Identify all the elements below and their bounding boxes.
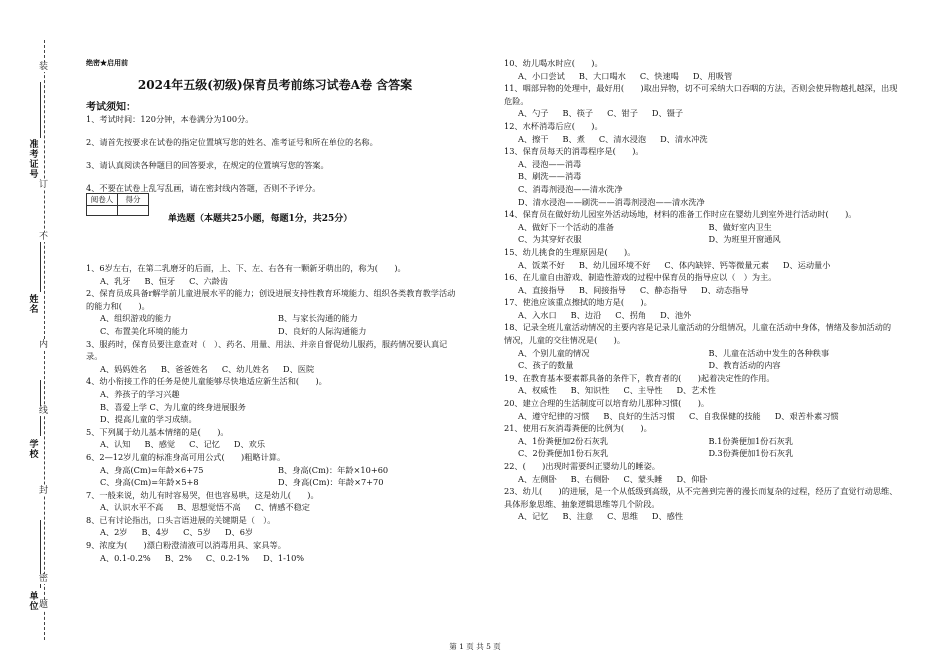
question-text: 20、建立合理的生活制度可以培育幼儿那种习惯( )。 <box>504 398 710 409</box>
answer-option[interactable]: B、感觉 <box>144 439 176 450</box>
answer-option[interactable]: D、欢乐 <box>233 439 266 450</box>
answer-option[interactable]: C、5岁 <box>183 527 211 538</box>
question-text: 16、在儿童自由游戏、制造性游戏的过程中保育员的指导应以（ ）为主。 <box>504 272 777 283</box>
answer-option[interactable]: D、身高(Cm)：年龄×7+70 <box>278 477 384 488</box>
question-text: 14、保育员在做好幼儿园室外活动场地，材料的准备工作时应在婴幼儿到室外进行活动时( )。 <box>504 209 857 220</box>
answer-options <box>504 309 899 322</box>
margin-mark: 内 <box>39 340 49 350</box>
question-item <box>504 321 899 371</box>
question-item <box>86 489 456 514</box>
answer-options <box>504 221 899 246</box>
answer-options <box>504 70 899 83</box>
score-blank[interactable] <box>118 206 149 216</box>
answer-option[interactable]: B、筷子 <box>562 108 594 119</box>
answer-option[interactable]: A、遵守纪律的习惯 <box>518 410 590 421</box>
question-item <box>86 426 456 451</box>
answer-option[interactable]: C、清水浸泡 <box>598 133 647 144</box>
question-text: 9、浓度为( )漂白粉澄清液可以消毒用具、家具等。 <box>86 540 286 551</box>
answer-options <box>86 275 456 288</box>
answer-option[interactable]: D.3份粪便加1份石灰乳 <box>708 448 794 459</box>
answer-options <box>86 464 456 489</box>
question-text: 4、幼小衔接工作的任务是使儿童能够尽快地适应新生活和( )。 <box>86 376 327 387</box>
answer-option[interactable]: D、运动量小 <box>782 259 831 270</box>
question-item <box>86 451 456 489</box>
answer-option[interactable]: B、大口喝水 <box>578 70 626 81</box>
section-title: 单选题（本题共25小题，每题1分，共25分） <box>168 214 353 224</box>
answer-option[interactable]: D、为班里开窗通风 <box>708 234 781 245</box>
answer-option[interactable]: C、快速喝 <box>639 70 679 81</box>
question-item <box>504 271 899 296</box>
answer-option[interactable]: B、4岁 <box>141 527 170 538</box>
answer-option[interactable]: A、勺子 <box>518 108 549 119</box>
question-text: 10、幼儿喝水时应( )。 <box>504 58 603 68</box>
answer-option[interactable]: B、注意 <box>562 511 594 522</box>
answer-option[interactable]: B、身高(Cm)：年龄×10+60 <box>278 464 389 475</box>
answer-option[interactable]: C、2份粪便加1份石灰乳 <box>518 448 609 459</box>
answer-options <box>504 259 899 272</box>
question-text: 2、保育员成具备r解学前儿童进展水平的能力；创设进展支持性教育环境能力、组织各类教育教学活动的能力和( )。 <box>86 288 456 311</box>
answer-options <box>86 363 456 376</box>
margin-mark: 订 <box>39 180 49 190</box>
answer-option[interactable]: A、擦干 <box>518 133 549 144</box>
answer-option[interactable]: B、喜爱上学 C、为儿童的终身进展服务 <box>100 401 246 412</box>
question-item <box>86 338 456 376</box>
question-item <box>86 514 456 539</box>
answer-options <box>504 435 899 460</box>
answer-options <box>86 438 456 451</box>
answer-option[interactable]: B、2% <box>164 552 192 563</box>
answer-option[interactable]: B、幼儿园环境不好 <box>578 259 651 270</box>
answer-option[interactable]: C、消毒剂浸泡——清水洗净 <box>518 183 623 194</box>
answer-option[interactable]: C、静态指导 <box>639 284 688 295</box>
answer-options <box>504 384 899 397</box>
question-item <box>504 246 899 271</box>
answer-option[interactable]: A、0.1-0.2% <box>100 552 151 563</box>
answer-option[interactable]: B、儿童在活动中发生的各种秩事 <box>708 347 830 358</box>
answer-option[interactable]: A、做好下一个活动的准备 <box>518 221 614 232</box>
notice-item: 1、考试时间：120分钟，本卷满分为100分。 <box>86 114 254 124</box>
answer-option[interactable]: B、良好的生活习惯 <box>603 410 675 421</box>
question-item <box>86 375 456 425</box>
question-item <box>504 296 899 321</box>
notice-item: 4、不要在试卷上乱写乱画，请在密封线内答题，否则不予评分。 <box>86 183 321 193</box>
answer-option[interactable]: C、蒙头睡 <box>623 473 663 484</box>
question-text: 18、记录全班儿童活动情况的主要内容是记录儿童活动的分组情况，儿童在活动中身体，情绪及参加活动的情况，儿童的交往情况是( )。 <box>504 322 892 346</box>
answer-options <box>504 410 899 423</box>
notice-item: 2、请首先按要求在试卷的指定位置填写您的姓名、准考证号和所在单位的名称。 <box>86 137 378 147</box>
answer-option[interactable]: D、仰卧 <box>676 473 708 484</box>
answer-option[interactable]: B、间接指导 <box>578 284 626 295</box>
answer-option[interactable]: B、刷洗——消毒 <box>518 171 582 182</box>
question-text: 13、保育员每天的消毒程序是( )。 <box>504 146 644 157</box>
answer-option[interactable]: B、煮 <box>562 133 585 144</box>
answer-options <box>504 473 899 486</box>
answer-option[interactable]: A、直接指导 <box>518 284 565 295</box>
answer-option[interactable]: D、良好的人际沟通能力 <box>278 325 367 336</box>
answer-option[interactable]: A、饭菜不好 <box>518 259 565 270</box>
notice-item: 3、请认真阅读各种题目的回答要求，在规定的位置填写您的答案。 <box>86 160 329 170</box>
answer-option[interactable]: D、用吸管 <box>692 70 733 81</box>
answer-options <box>86 526 456 539</box>
answer-option[interactable]: A、权威性 <box>518 385 557 396</box>
reviewer-blank[interactable] <box>87 206 118 216</box>
answer-option[interactable]: C、0.2-1% <box>205 552 250 563</box>
answer-option[interactable]: C、身高(Cm)=年龄×5+8 <box>100 477 199 488</box>
confidential-label: 绝密★启用前 <box>86 58 128 67</box>
answer-option[interactable]: B、恒牙 <box>144 275 176 286</box>
margin-mark: 封 <box>39 486 49 496</box>
question-item <box>504 397 899 422</box>
answer-option[interactable]: B、右侧卧 <box>570 473 610 484</box>
answer-option[interactable]: A、2岁 <box>100 527 128 538</box>
answer-option[interactable]: A、组织游戏的能力 <box>100 313 172 324</box>
question-item <box>504 57 899 82</box>
answer-option[interactable]: C、幼儿姓名 <box>221 363 270 374</box>
question-text: 8、已有讨论指出，口头言语进展的关键期是（ ）。 <box>86 514 276 525</box>
margin-mark: 题 <box>39 600 49 610</box>
reviewer-cell: 阅卷人 <box>87 194 118 206</box>
question-text: 5、下列属于幼儿基本情绪的是( )。 <box>86 426 229 437</box>
answer-option[interactable]: D、1-10% <box>263 552 305 563</box>
answer-option[interactable]: B、边沿 <box>570 309 602 320</box>
answer-option[interactable]: C、记忆 <box>189 439 220 450</box>
answer-option[interactable]: D、艰苦朴素习惯 <box>774 410 839 421</box>
margin-label-exam-number: 准考证号 <box>29 140 39 180</box>
exam-title: 2024年五级(初级)保育员考前练习试卷A卷 含答案 <box>137 78 413 92</box>
answer-option[interactable]: A、记忆 <box>518 511 549 522</box>
answer-options <box>504 158 899 208</box>
answer-option[interactable]: A、身高(Cm)=年龄×6+75 <box>100 464 204 475</box>
answer-option[interactable]: C、钳子 <box>607 108 638 119</box>
answer-option[interactable]: B、做好室内卫生 <box>708 221 772 232</box>
question-item <box>86 262 456 287</box>
answer-option[interactable]: D、池外 <box>660 309 692 320</box>
right-question-column <box>504 57 899 523</box>
answer-option[interactable]: C、为其穿好衣服 <box>518 234 582 245</box>
answer-options <box>86 388 456 426</box>
answer-option[interactable]: A、认识水平不高 <box>100 502 164 513</box>
question-item <box>504 120 899 145</box>
score-table <box>86 193 149 216</box>
answer-options <box>504 510 899 523</box>
answer-option[interactable]: C、自我保健的技能 <box>688 410 761 421</box>
answer-option[interactable]: D、6岁 <box>224 527 254 538</box>
question-item <box>504 485 899 523</box>
margin-mark: 装 <box>39 62 49 72</box>
answer-options <box>86 552 456 565</box>
answer-options <box>504 133 899 146</box>
answer-option[interactable]: C、情感不稳定 <box>254 502 310 513</box>
margin-label-name: 姓名 <box>29 295 39 315</box>
answer-option[interactable]: A、浸泡——消毒 <box>518 158 582 169</box>
answer-option[interactable]: A、养孩子的学习兴趣 <box>100 388 180 399</box>
answer-option[interactable]: D、清水浸泡——刷洗——消毒剂浸泡——清水洗净 <box>518 196 705 207</box>
answer-option[interactable]: D、提高儿童的学习成绩。 <box>100 414 197 425</box>
exam-number-underline <box>40 82 41 138</box>
question-item <box>504 372 899 397</box>
answer-option[interactable]: C、思维 <box>607 511 638 522</box>
question-text: 7、一般来说，幼儿有时容易哭，但也容易哄，这是幼儿( )。 <box>86 489 319 500</box>
answer-option[interactable]: D、感性 <box>651 511 684 522</box>
answer-option[interactable]: A、小口尝试 <box>518 70 565 81</box>
score-cell: 得分 <box>118 194 149 206</box>
answer-option[interactable]: A、个别儿童的情况 <box>518 347 590 358</box>
question-text: 6、2—12岁儿童的标准身高可用公式( )粗略计算。 <box>86 451 286 462</box>
answer-option[interactable]: A、左侧卧 <box>518 473 557 484</box>
margin-mark: 密 <box>39 574 49 584</box>
answer-option[interactable]: C、布置美化环境的能力 <box>100 325 189 336</box>
answer-options <box>86 501 456 514</box>
question-text: 17、使池应该重点擦拭的地方是( )。 <box>504 297 652 308</box>
answer-option[interactable]: B.1份粪便加1份石灰乳 <box>708 435 794 446</box>
question-text: 23、幼儿( )的进展，是一个从低级到高级，从不完善到完善的漫长而复杂的过程，经历了直觉行动思维、具体形象思维、抽象逻辑思维等几个阶段。 <box>504 486 898 509</box>
answer-option[interactable]: A、认知 <box>100 439 131 450</box>
notice-heading: 考试须知： <box>86 102 136 113</box>
question-text: 22、( )出现时需要纠正婴幼儿的睡姿。 <box>504 461 660 471</box>
question-item <box>86 539 456 564</box>
answer-option[interactable]: B、知识性 <box>570 385 610 396</box>
answer-option[interactable]: A、妈妈姓名 <box>100 363 147 374</box>
answer-option[interactable]: C、拐角 <box>615 309 647 320</box>
answer-option[interactable]: D、医院 <box>283 363 315 374</box>
question-text: 3、服药时，保育员要注意查对（ ）、药名、用量、用法、并亲自督促幼儿服药，服药情况要认真记录。 <box>86 338 448 362</box>
answer-option[interactable]: C、六龄齿 <box>189 275 229 286</box>
question-item <box>504 460 899 485</box>
answer-option[interactable]: D、教育活动的内容 <box>708 360 781 371</box>
answer-option[interactable]: B、思想觉悟不高 <box>177 502 241 513</box>
question-item <box>86 287 456 337</box>
answer-option[interactable]: D、艺术性 <box>676 385 716 396</box>
answer-options <box>504 347 899 372</box>
question-text: 11、咽部异物的处理中，最好用( )取出异物，切不可采纳大口吞咽的方法，否则会使异物越扎越深，出现危险。 <box>504 83 898 106</box>
answer-option[interactable]: B、爸爸姓名 <box>160 363 208 374</box>
question-item <box>504 82 899 120</box>
answer-option[interactable]: C、孩子的数量 <box>518 360 574 371</box>
question-text: 19、在教育基本要素都具备的条件下，教育者的( )起着决定性的作用。 <box>504 372 775 383</box>
question-item <box>504 422 899 460</box>
answer-option[interactable]: A、乳牙 <box>100 275 131 286</box>
question-text: 21、使用石灰消毒粪便的比例为( )。 <box>504 423 652 434</box>
question-item <box>504 145 899 208</box>
answer-option[interactable]: A、1份粪便加2份石灰乳 <box>518 435 609 446</box>
answer-option[interactable]: D、动态指导 <box>701 284 749 295</box>
name-underline <box>40 240 41 292</box>
answer-options <box>86 312 456 337</box>
left-question-column <box>86 262 456 564</box>
question-text: 1、6岁左右，在第二乳磨牙的后面，上、下、左、右各有一颗新牙萌出的，称为( )。 <box>86 263 406 273</box>
answer-option[interactable]: B、与家长沟通的能力 <box>278 313 358 324</box>
answer-option[interactable]: D、清水冲洗 <box>660 133 708 144</box>
answer-option[interactable]: C、主导性 <box>623 385 663 396</box>
answer-options <box>504 284 899 297</box>
answer-option[interactable]: A、入水口 <box>518 309 557 320</box>
question-item <box>504 208 899 246</box>
answer-option[interactable]: C、体内缺锌、钙等微量元素 <box>664 259 769 270</box>
question-text: 12、水杯消毒后应( )。 <box>504 120 603 131</box>
margin-label-unit: 单位 <box>29 592 39 612</box>
answer-option[interactable]: D、镊子 <box>651 108 684 119</box>
margin-mark: 不 <box>39 232 49 242</box>
page-footer: 第 1 页 共 5 页 <box>449 642 501 651</box>
answer-options <box>504 107 899 120</box>
margin-label-school: 学校 <box>29 440 39 460</box>
margin-mark: 线 <box>39 406 49 416</box>
question-text: 15、幼儿挑食的生理原因是( )。 <box>504 246 636 257</box>
